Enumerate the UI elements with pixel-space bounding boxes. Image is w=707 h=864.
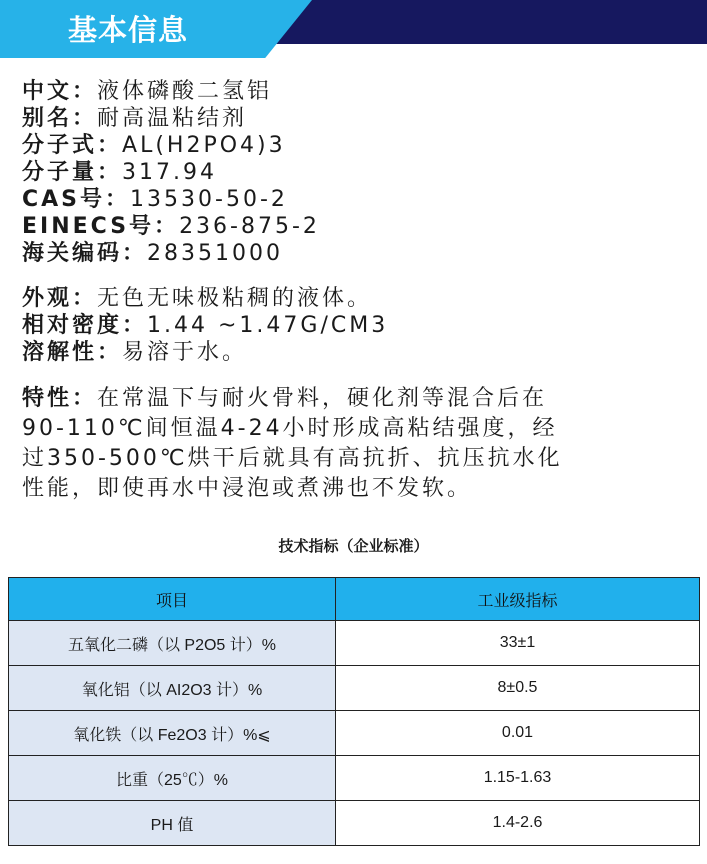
row-label: 氧化铁（以 Fe2O3 计）%⩽ xyxy=(9,711,336,756)
info-label: 分子量： xyxy=(22,160,123,185)
prop-value: 易溶于水。 xyxy=(122,340,248,365)
info-label: 别名： xyxy=(22,106,98,131)
row-value: 1.15-1.63 xyxy=(336,756,700,801)
spec-table xyxy=(8,577,700,846)
info-label: 中文： xyxy=(22,79,98,104)
table-header-row xyxy=(9,578,700,621)
info-label: EINECS号： xyxy=(22,214,180,239)
header-banner xyxy=(0,0,707,58)
feature-line xyxy=(22,384,622,414)
row-value: 1.4-2.6 xyxy=(336,801,700,846)
prop-label: 溶解性： xyxy=(22,340,123,365)
table-row xyxy=(9,756,700,801)
info-value: 13530-50-2 xyxy=(130,187,288,212)
info-row-cas xyxy=(22,186,622,213)
info-value: 耐高温粘结剂 xyxy=(97,106,248,131)
feature-line: 90-110℃间恒温4-24小时形成高粘结强度，经 xyxy=(22,416,558,441)
info-row-formula xyxy=(22,132,622,159)
prop-row-density xyxy=(22,312,622,339)
row-label: PH 值 xyxy=(9,801,336,846)
row-value: 0.01 xyxy=(336,711,700,756)
info-row-molecular-weight xyxy=(22,159,622,186)
info-row-alias xyxy=(22,105,622,132)
row-label: 比重（25℃）% xyxy=(9,756,336,801)
column-header-grade: 工业级指标 xyxy=(336,578,700,621)
prop-label: 相对密度： xyxy=(22,313,148,338)
prop-label: 外观： xyxy=(22,286,98,311)
table-row xyxy=(9,621,700,666)
info-row-chinese-name xyxy=(22,78,622,105)
row-value: 8±0.5 xyxy=(336,666,700,711)
table-row xyxy=(9,801,700,846)
prop-value: 无色无味极粘稠的液体。 xyxy=(97,286,373,311)
feature-text: 在常温下与耐火骨料，硬化剂等混合后在 xyxy=(97,386,548,411)
feature-line: 性能，即使再水中浸泡或煮沸也不发软。 xyxy=(22,476,473,501)
info-label: 海关编码： xyxy=(22,241,148,266)
info-label: 分子式： xyxy=(22,133,123,158)
row-label: 氧化铝（以 AI2O3 计）% xyxy=(9,666,336,711)
section-title: 基本信息 xyxy=(68,13,189,47)
basic-info xyxy=(22,78,622,504)
info-row-einecs xyxy=(22,213,622,240)
feature-label: 特性： xyxy=(22,386,98,411)
info-value: 317.94 xyxy=(122,160,217,185)
info-value: AL(H2PO4)3 xyxy=(122,133,286,158)
table-row xyxy=(9,711,700,756)
table-row xyxy=(9,666,700,711)
info-value: 28351000 xyxy=(147,241,283,266)
info-value: 236-875-2 xyxy=(179,214,320,239)
info-value: 液体磷酸二氢铝 xyxy=(97,79,273,104)
feature-paragraph xyxy=(22,384,622,504)
info-row-hs-code xyxy=(22,240,622,267)
prop-row-appearance xyxy=(22,285,622,312)
feature-line: 过350-500℃烘干后就具有高抗折、抗压抗水化 xyxy=(22,446,563,471)
row-value: 33±1 xyxy=(336,621,700,666)
column-header-item: 项目 xyxy=(9,578,336,621)
row-label: 五氧化二磷（以 P2O5 计）% xyxy=(9,621,336,666)
prop-value: 1.44 ~1.47G/CM3 xyxy=(147,313,389,338)
prop-row-solubility xyxy=(22,339,622,366)
table-title: 技术指标（企业标准） xyxy=(278,537,429,555)
info-label: CAS号： xyxy=(22,187,131,212)
